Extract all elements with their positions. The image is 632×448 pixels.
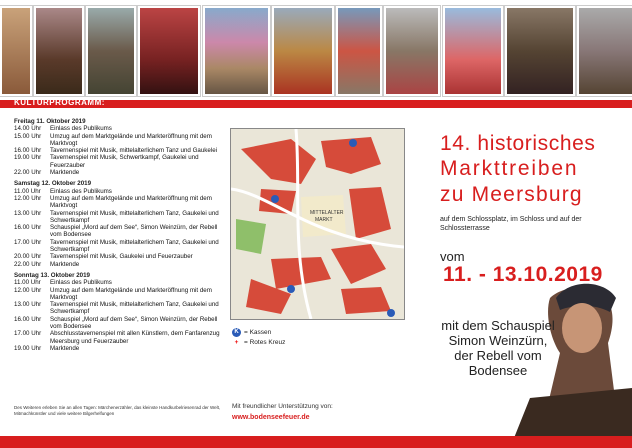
program-event <box>14 261 224 268</box>
event-time: 12.00 Uhr <box>14 286 42 294</box>
market-map <box>230 128 405 320</box>
program-event <box>14 316 224 331</box>
kassen-icon: K <box>232 328 241 337</box>
program-event <box>14 154 224 169</box>
program-note: Des Weiteren erleben Sie an allen Tagen: Märchenerzähler, das kleinste Handkurbelriesenrad der Welt, Mitmachkünstler und viele weitere Bilgerhelfungen <box>14 405 221 416</box>
event-date: 11. - 13.10.2019 <box>443 263 603 286</box>
event-time: 22.00 Uhr <box>14 169 42 177</box>
event-description: Abschlusstavernenspiel mit allen Künstlern, dem Fanfarenzug Meersburg und Feuerzauber <box>50 330 220 345</box>
program-event <box>14 287 224 302</box>
event-title-line1: 14. historisches <box>440 132 596 155</box>
event-description: Tavernenspiel mit Musik, Gaukelei und Feuerzauber <box>50 253 193 261</box>
photo-knights <box>384 6 440 96</box>
program-event <box>14 345 224 352</box>
red-footer-strip <box>0 436 632 448</box>
event-time: 20.00 Uhr <box>14 253 42 261</box>
event-description: Tavernenspiel mit Musik, mittelalterlichem Tanz und Gaukelei <box>50 147 218 155</box>
event-description: Umzug auf dem Marktgelände und Markteröffnung mit dem Marktvogt <box>50 194 212 210</box>
event-time: 12.00 Uhr <box>14 194 42 202</box>
photo-gate <box>577 6 632 96</box>
map-legend <box>232 328 285 348</box>
event-time: 14.00 Uhr <box>14 125 42 133</box>
photo-fire-performer <box>34 6 84 96</box>
map-graphic <box>231 129 404 319</box>
event-time: 19.00 Uhr <box>14 154 42 162</box>
program-event <box>14 224 224 239</box>
program-event <box>14 147 224 154</box>
event-description: Marktende <box>50 260 80 268</box>
program-day-heading: Samstag 12. Oktober 2019 <box>14 180 92 188</box>
photo-crowd <box>86 6 136 96</box>
event-time: 11.00 Uhr <box>14 187 41 195</box>
program-event <box>14 330 224 345</box>
program-event <box>14 253 224 260</box>
event-description: Schauspiel „Mord auf dem See“, Simon Weinzürn, der Rebell vom Bodensee <box>50 315 218 331</box>
legend-kassen: K = Kassen <box>232 328 285 338</box>
event-time: 11.00 Uhr <box>14 279 41 287</box>
event-time: 22.00 Uhr <box>14 260 42 268</box>
event-description: Marktende <box>50 344 80 352</box>
photo-drummers <box>272 6 334 96</box>
event-time: 16.00 Uhr <box>14 224 42 232</box>
event-description: Einlass des Publikums <box>50 125 112 133</box>
red-cross-icon: + <box>234 339 239 347</box>
event-vom: vom <box>440 249 465 264</box>
event-description: Einlass des Publikums <box>50 279 112 287</box>
photo-castle-facade <box>0 6 32 96</box>
event-description: Tavernenspiel mit Musik, mittelalterlichem Tanz, Gaukelei und Schwertkampf <box>50 301 219 316</box>
section-label: KULTURPROGRAMM: <box>14 98 105 107</box>
photo-banner <box>0 0 632 98</box>
event-time: 16.00 Uhr <box>14 147 42 155</box>
map-market-label-1: MITTELALTER <box>310 210 344 216</box>
program-event <box>14 239 224 254</box>
event-title-line2: Markttreiben <box>440 157 579 180</box>
photo-half-timbered <box>505 6 575 96</box>
event-title-line3: zu Meersburg <box>440 183 583 206</box>
photo-costumed-woman <box>138 6 200 96</box>
program-event <box>14 188 224 195</box>
sponsor-website[interactable]: www.bodenseefeuer.de <box>232 414 310 421</box>
event-time: 17.00 Uhr <box>14 238 42 246</box>
event-feature: mit dem Schauspiel Simon Weinzürn, der Rebell vom Bodensee <box>441 318 555 378</box>
photo-meersburg-castle <box>336 6 382 96</box>
event-time: 13.00 Uhr <box>14 209 42 217</box>
event-description: Einlass des Publikums <box>50 187 112 195</box>
program-schedule <box>14 118 224 352</box>
event-time: 19.00 Uhr <box>14 344 42 352</box>
program-event <box>14 125 224 132</box>
event-description: Tavernenspiel mit Musik, Schwertkampf, Gaukelei und Feuerzauber <box>50 154 199 169</box>
photo-old-town <box>203 6 270 96</box>
program-event <box>14 301 224 316</box>
map-market-label-2: MARKT <box>315 217 333 223</box>
event-time: 16.00 Uhr <box>14 315 42 323</box>
program-day-heading: Sonntag 13. Oktober 2019 <box>14 271 90 279</box>
event-time: 13.00 Uhr <box>14 301 42 309</box>
program-event <box>14 210 224 225</box>
event-description: Umzug auf dem Marktgelände und Markteröffnung mit dem Marktvogt <box>50 132 212 147</box>
legend-rotes-kreuz: + = Rotes Kreuz <box>232 338 285 348</box>
program-event <box>14 279 224 286</box>
event-description: Schauspiel „Mord auf dem See“, Simon Weinzürn, der Rebell vom Bodensee <box>50 224 218 239</box>
event-description: Marktende <box>50 169 80 177</box>
event-description: Tavernenspiel mit Musik, mittelalterlichem Tanz, Gaukelei und Schwertkampf <box>50 238 219 254</box>
program-event <box>14 169 224 176</box>
photo-boat <box>443 6 503 96</box>
sponsor-thanks: Mit freundlicher Unterstützung von: <box>232 403 333 410</box>
program-day-heading: Freitag 11. Oktober 2019 <box>14 118 86 125</box>
event-time: 17.00 Uhr <box>14 330 42 338</box>
event-description: Umzug auf dem Marktgelände und Markteröffnung mit dem Marktvogt <box>50 286 212 301</box>
program-event <box>14 195 224 210</box>
event-description: Tavernenspiel mit Musik, mittelalterlichem Tanz, Gaukelei und Schwertkampf <box>50 209 219 224</box>
event-time: 15.00 Uhr <box>14 132 42 140</box>
event-subtitle: auf dem Schlossplatz, im Schloss und auf der Schlossterrasse <box>440 216 582 232</box>
program-event <box>14 133 224 148</box>
